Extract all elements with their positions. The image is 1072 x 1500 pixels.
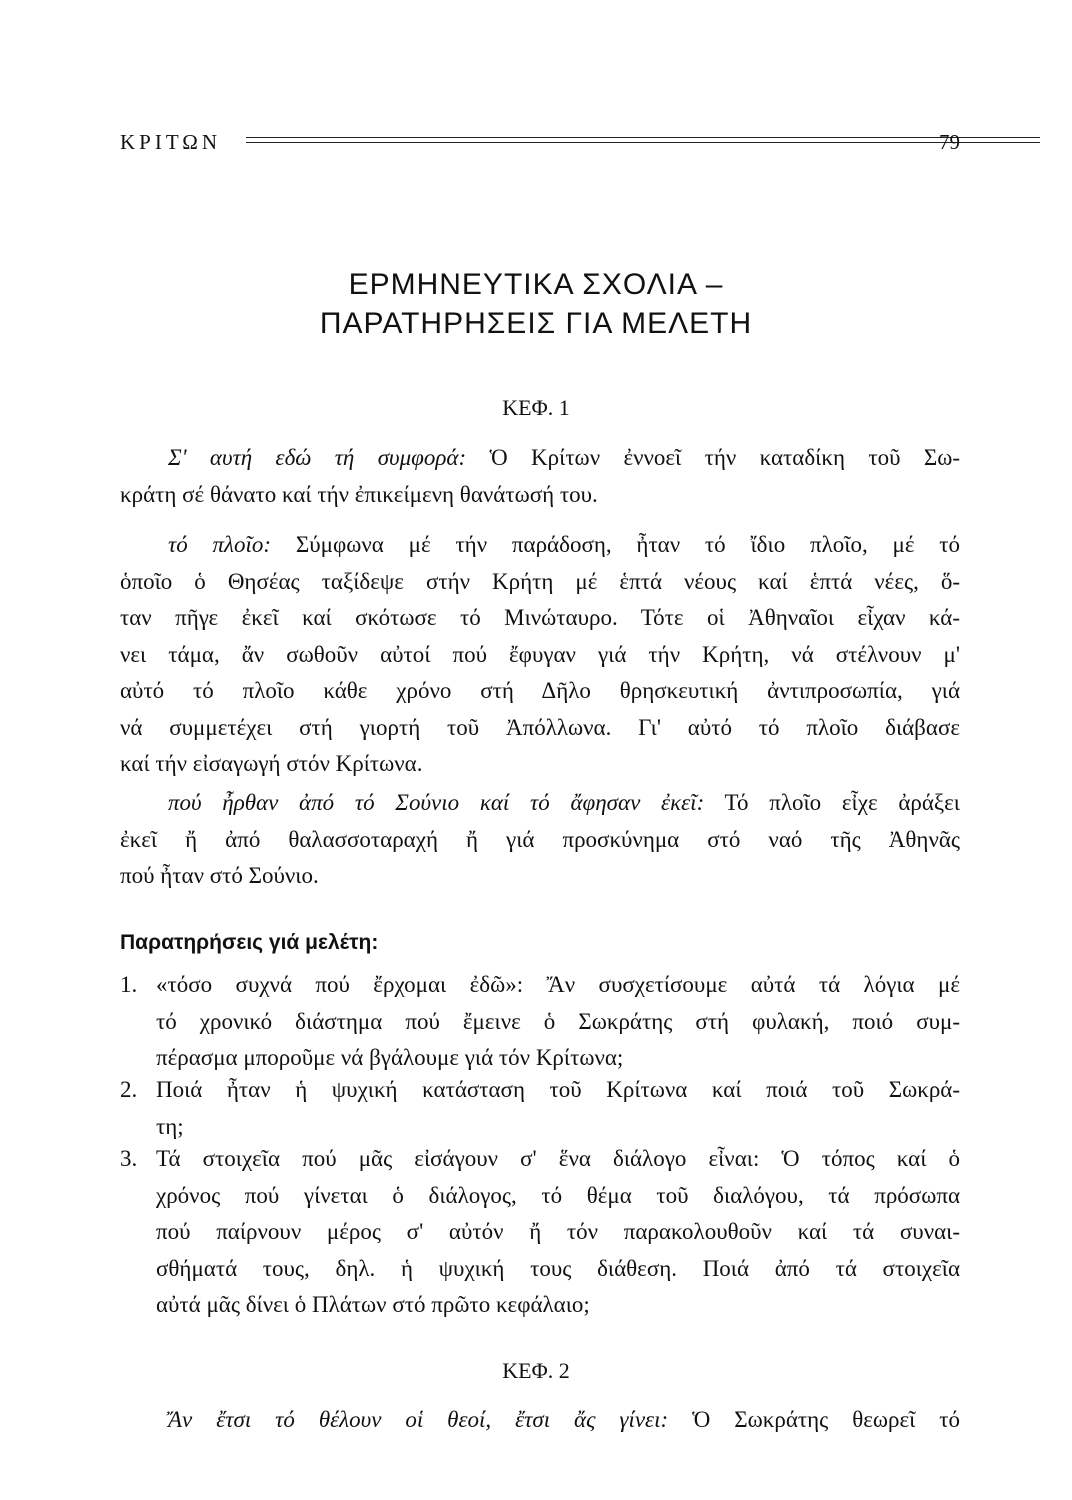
note-chapter-2 — [120, 1402, 960, 1439]
note-line: Σ' αυτή εδώ τή συμφορά: Ὁ Κρίτων ἐννοεῖ τήν καταδίκη τοῦ Σω- — [168, 445, 960, 470]
note-line: καί τήν εἰσαγωγή στόν Κρίτωνα. — [120, 751, 423, 776]
note-lemma: Σ' αυτή εδώ τή συμφορά: — [168, 445, 467, 470]
page-number: 79 — [939, 130, 960, 154]
note-sumfora — [120, 440, 960, 513]
note-line: αὐτό τό πλοῖο κάθε χρόνο στή Δῆλο θρησκευτική ἀντιπροσωπία, γιά — [120, 678, 960, 703]
item-number: 1. — [120, 972, 138, 997]
note-sounio — [120, 785, 960, 895]
item-text: «τόσο συχνά πού ἔρχομαι ἐδῶ»: Ἄν συσχετίσουμε αὐτά τά λόγια μέ τό χρονικό διάστημα πού ἔμεινε ὁ Σωκράτης στή φυλακή, ποιό συμ- πέρασμα μποροῦμε νά βγάλουμε γιά τόν Κρίτωνα; — [156, 972, 960, 1070]
item-number: 2. — [120, 1077, 138, 1102]
item-text: Τά στοιχεῖα πού μᾶς εἰσάγουν σ' ἕνα διάλογο εἶναι: Ὁ τόπος καί ὁ χρόνος πού γίνεται ὁ διάλογος, τό θέμα τοῦ διαλόγου, τά πρόσωπα πού παίρνουν μέρος σ' αὐτόν ἤ τόν παρακολουθοῦν καί τά συναι- σθήματά τους, δηλ. ἡ ψυχική τους διάθεση. Ποιά ἀπό τά στοιχεῖα αὐτά μᾶς δίνει ὁ Πλάτων στό πρῶτο κεφάλαιο; — [156, 1146, 960, 1317]
note-line: κράτη σέ θάνατο καί τήν ἐπικείμενη θανάτωσή του. — [120, 481, 598, 507]
note-ploio — [120, 527, 960, 783]
study-heading: Παρατηρήσεις γιά μελέτη: — [120, 931, 379, 954]
note-line: ἐκεῖ ἤ ἀπό θαλασσοταραχή ἤ γιά προσκύνημα στό ναό τῆς Ἀθηνᾶς — [120, 826, 960, 852]
note-line: νά συμμετέχει στή γιορτή τοῦ Ἀπόλλωνα. Γι' αὐτό τό πλοῖο διάβασε — [120, 714, 960, 740]
note-line: Ἄν ἔτσι τό θέλουν οἱ θεοί, ἔτσι ἄς γίνει: Ὁ Σωκράτης θεωρεῖ τό — [168, 1407, 961, 1432]
note-line: ὁποῖο ὁ Θησέας ταξίδεψε στήν Κρήτη μέ ἑπτά νέους καί ἑπτά νέες, ὅ- — [120, 568, 960, 594]
note-line: τό πλοῖο: Σύμφωνα μέ τήν παράδοση, ἦταν τό ἴδιο πλοῖο, μέ τό — [168, 532, 961, 557]
section-title-line-2: ΠΑΡΑΤΗΡΗΣΕΙΣ ΓΙΑ ΜΕΛΕΤΗ — [319, 307, 753, 340]
note-lemma: τό πλοῖο: — [168, 532, 272, 557]
running-header — [120, 128, 960, 156]
note-lemma: πού ἦρθαν ἀπό τό Σούνιο καί τό ἄφησαν ἐκεῖ: — [168, 790, 705, 815]
note-line: ταν πῆγε ἐκεῖ καί σκότωσε τό Μινώταυρο. Τότε οἱ Ἀθηναῖοι εἶχαν κά- — [120, 605, 960, 630]
chapter-2-label: ΚΕΦ. 2 — [502, 1358, 570, 1383]
section-title-line-1: ΕΡΜΗΝΕΥΤΙΚΑ ΣΧΟΛΙΑ – — [348, 268, 724, 301]
running-title: ΚΡΙΤΩΝ — [120, 130, 222, 154]
chapter-1-label: ΚΕΦ. 1 — [502, 395, 570, 420]
note-line: πού ἦταν στό Σούνιο. — [120, 863, 319, 888]
header-rule — [246, 137, 1040, 143]
note-line: πού ἦρθαν ἀπό τό Σούνιο καί τό ἄφησαν ἐκεῖ: Τό πλοῖο εἶχε ἀράξει — [168, 790, 960, 815]
note-lemma: Ἄν ἔτσι τό θέλουν οἱ θεοί, ἔτσι ἄς γίνει: — [168, 1407, 669, 1432]
item-text: Ποιά ἦταν ἡ ψυχική κατάσταση τοῦ Κρίτωνα καί ποιά τοῦ Σωκρά- τη; — [156, 1077, 960, 1139]
item-number: 3. — [120, 1146, 138, 1171]
note-line: νει τάμα, ἄν σωθοῦν αὐτοί πού ἔφυγαν γιά τήν Κρήτη, νά στέλνουν μ' — [120, 641, 960, 667]
